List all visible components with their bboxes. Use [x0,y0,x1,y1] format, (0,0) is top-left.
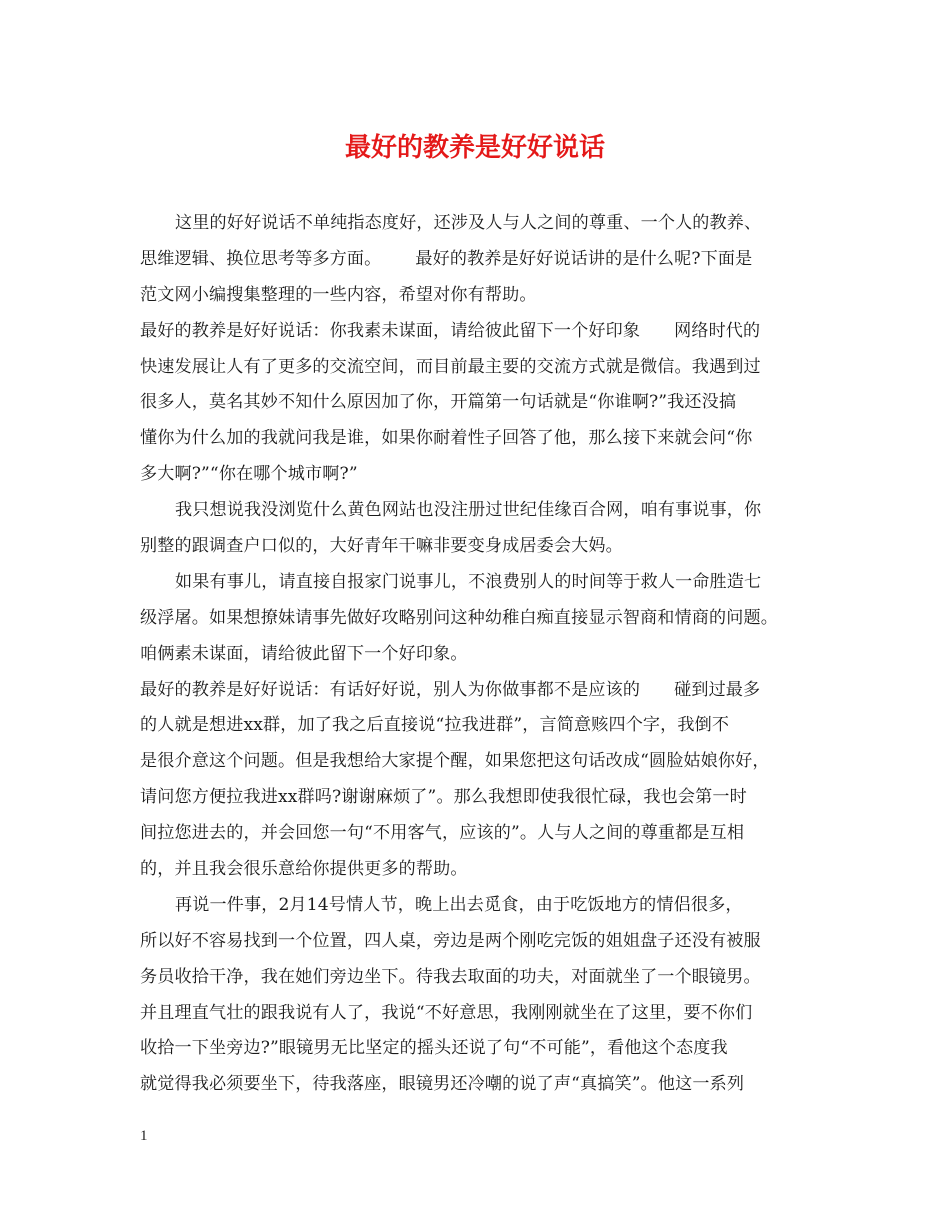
text-line-segment: 思维逻辑、换位思考等多方面。 [140,248,382,269]
text-line [140,314,830,350]
text-line-segment: 请问您方便拉我进xx群吗?谢谢麻烦了”。那么我想即使我很忙碌，我也会第一时 [140,787,747,808]
text-line-segment: 碰到过最多 [674,679,761,700]
text-line [140,278,830,314]
text-line [140,529,830,565]
text-line-segment: 咱俩素未谋面，请给彼此留下一个好印象。 [140,643,468,664]
text-line-segment: 范文网小编搜集整理的一些内容，希望对你有帮助。 [140,284,537,305]
text-line [140,421,830,457]
text-line [140,673,830,709]
text-line [140,816,830,852]
text-line [140,888,830,924]
text-line [140,457,830,493]
text-line-segment: 所以好不容易找到一个位置，四人桌，旁边是两个刚吃完饭的姐姐盘子还没有被服 [140,930,761,951]
text-line-segment: 最好的教养是好好说话：你我素未谋面，请给彼此留下一个好印象 [140,320,641,341]
page-number: 1 [140,1128,148,1144]
text-line-segment: 如果有事儿，请直接自报家门说事儿，不浪费别人的时间等于救人一命胜造七 [175,571,762,592]
text-line-segment: 别整的跟调查户口似的，大好青年干嘛非要变身成居委会大妈。 [140,536,623,557]
text-line-segment: 收拾一下坐旁边?”眼镜男无比坚定的摇头还说了句“不可能”，看他这个态度我 [140,1038,728,1059]
text-line-segment: 多大啊?”“你在哪个城市啊?” [140,464,358,485]
text-line-segment: 的人就是想进xx群，加了我之后直接说“拉我进群”，言简意赅四个字，我倒不 [140,715,730,736]
text-line-segment: 并且理直气壮的跟我说有人了，我说“不好意思，我刚刚就坐在了这里，要不你们 [140,1002,753,1023]
text-line-segment: 我只想说我没浏览什么黄色网站也没注册过世纪佳缘百合网，咱有事说事，你 [175,500,762,521]
text-line-segment: 级浮屠。如果想撩妹请事先做好攻略别问这种幼稚白痴直接显示智商和情商的问题。 [140,607,779,628]
text-line-segment: 快速发展让人有了更多的交流空间，而目前最主要的交流方式就是微信。我遇到过 [140,356,761,377]
text-line-segment: 最好的教养是好好说话：有话好好说，别人为你做事都不是应该的 [140,679,641,700]
text-line [140,565,830,601]
text-line [140,242,830,278]
text-line [140,924,830,960]
text-line-segment: 网络时代的 [674,320,761,341]
text-line-segment: 的，并且我会很乐意给你提供更多的帮助。 [140,859,468,880]
text-line [140,350,830,386]
text-line-segment: 这里的好好说话不单纯指态度好，还涉及人与人之间的尊重、一个人的教养、 [175,213,762,233]
text-line [140,780,830,816]
text-line-segment: 务员收拾干净，我在她们旁边坐下。待我去取面的功夫，对面就坐了一个眼镜男。 [140,966,761,987]
text-line [140,206,830,242]
text-line [140,996,830,1032]
document-body [140,206,830,1103]
text-line-segment: 就觉得我必须要坐下，待我落座，眼镜男还冷嘲的说了声“真搞笑”。他这一系列 [140,1074,745,1095]
text-line-segment: 很多人，莫名其妙不知什么原因加了你，开篇第一句话就是“你谁啊?”我还没搞 [140,392,737,413]
text-line [140,708,830,744]
text-line-segment: 懂你为什么加的我就问我是谁，如果你耐着性子回答了他，那么接下来就会问“你 [140,428,753,449]
text-line-segment: 间拉您进去的，并会回您一句“不用客气，应该的”。人与人之间的尊重都是互相 [140,823,745,844]
document-title: 最好的教养是好好说话 [344,133,605,163]
text-line-segment: 最好的教养是好好说话讲的是什么呢?下面是 [415,248,753,269]
text-line [140,744,830,780]
text-line [140,493,830,529]
text-line-segment: 是很介意这个问题。但是我想给大家提个醒，如果您把这句话改成“圆脸姑娘你好， [140,751,770,772]
text-line [140,637,830,673]
text-line [140,1067,830,1103]
text-line-segment: 再说一件事，2月14号情人节，晚上出去觅食，由于吃饭地方的情侣很多， [175,894,743,915]
text-line [140,1031,830,1067]
text-line [140,601,830,637]
text-line [140,852,830,888]
text-line [140,385,830,421]
text-line [140,960,830,996]
